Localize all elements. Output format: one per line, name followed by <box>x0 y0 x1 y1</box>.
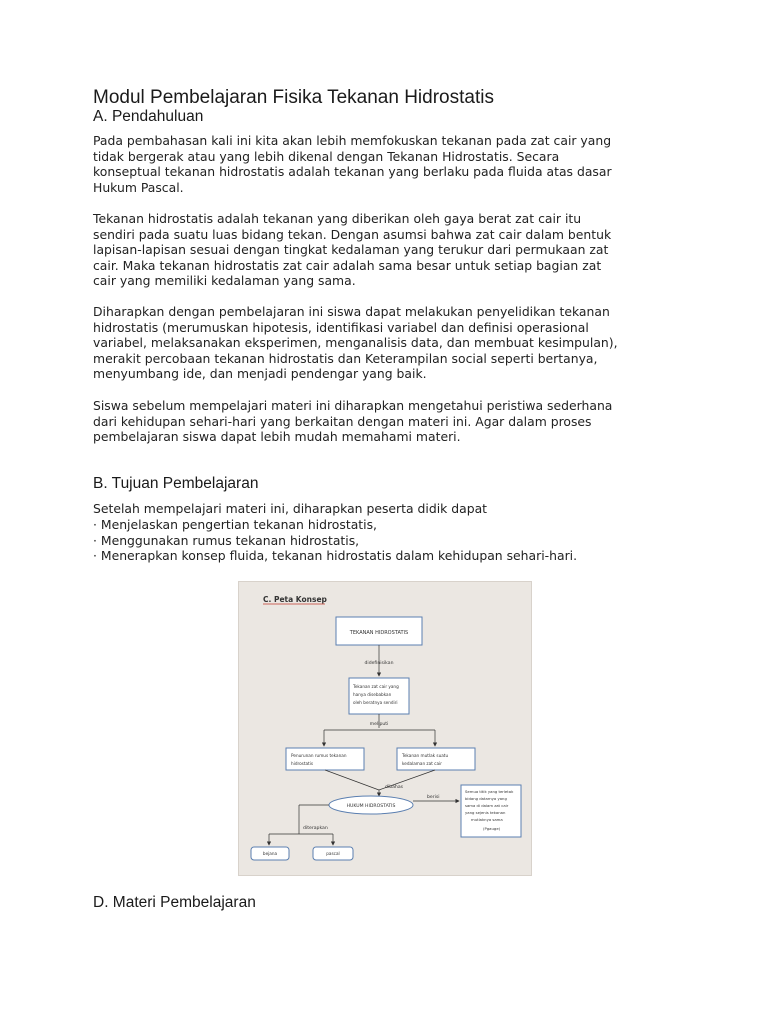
objective-item: · Menjelaskan pengertian tekanan hidrostatis, <box>93 517 377 532</box>
objective-item: · Menggunakan rumus tekanan hidrostatis, <box>93 532 360 548</box>
node-law-label: HUKUM HIDROSTATIS <box>346 804 396 809</box>
link-defined: didefinisikan <box>364 661 394 666</box>
node-left-child-box <box>286 748 364 770</box>
node-app-right-label: pascal <box>326 851 340 856</box>
node-note-line: (Pgauge) <box>483 826 501 831</box>
link-states: berisi <box>427 795 440 800</box>
objectives-intro: Setelah mempelajari materi ini, diharapkan peserta didik dapat <box>93 501 488 516</box>
section-b-heading: B. Tujuan Pembelajaran <box>93 475 259 492</box>
node-right-child-line: kedalaman zat cair <box>402 761 442 766</box>
concept-map-heading: C. Peta Konsep <box>263 595 327 604</box>
paragraph-definition: Tekanan hidrostatis adalah tekanan yang diberikan oleh gaya berat zat cair itu sendiri pada suatu luas bidang tekan. Dengan asumsi bahwa zat cair dalam bentuk lapisan-lapisan sesuai dengan tingkat kedalaman yang terukur dari permukaan zat cair. Maka tekanan hidrostatis zat cair adalah sama besar untuk setiap bagian zat cair yang memiliki kedalaman yang sama. <box>93 211 612 289</box>
concept-map-diagram <box>239 582 531 875</box>
node-left-child-line: hidrostatis <box>291 761 314 766</box>
node-left-child-line: Penurunan rumus tekanan <box>291 753 347 758</box>
section-d-heading: D. Materi Pembelajaran <box>93 894 256 911</box>
objective-item: · Menerapkan konsep fluida, tekanan hidrostatis dalam kehidupan sehari-hari. <box>93 548 578 564</box>
node-right-child-box <box>397 748 475 770</box>
node-note-line: mutlaknya sama <box>471 817 503 822</box>
node-definition-line: oleh beratnya sendiri <box>353 700 398 705</box>
node-app-left-label: bejana <box>262 851 278 856</box>
link-includes: meliputi <box>369 722 389 727</box>
document-title: Modul Pembelajaran Fisika Tekanan Hidrostatis <box>93 87 494 108</box>
node-note-line: Semua titik yang terletak <box>465 789 514 794</box>
node-root-label: TEKANAN HIDROSTATIS <box>349 630 409 636</box>
node-note-line: yang sejenis tekanan <box>465 810 506 815</box>
concept-map-figure <box>238 581 532 876</box>
node-right-child-line: Tekanan mutlak suatu <box>402 753 449 758</box>
node-definition-line: Tekanan zat cair yang <box>353 684 399 689</box>
section-a-heading: A. Pendahuluan <box>93 108 204 125</box>
link-derived: dibahas <box>385 785 404 790</box>
link-applied: diterapkan <box>303 826 328 831</box>
paragraph-prerequisites: Siswa sebelum mempelajari materi ini diharapkan mengetahui peristiwa sederhana dari kehidupan sehari-hari yang berkaitan dengan materi ini. Agar dalam proses pembelajaran siswa dapat lebih mudah memahami materi. <box>93 398 613 445</box>
node-definition-line: hanya disebabkan <box>353 692 392 697</box>
paragraph-goals: Diharapkan dengan pembelajaran ini siswa dapat melakukan penyelidikan tekanan hidrostatis (merumuskan hipotesis, identifikasi variabel dan definisi operasional variabel, melaksanakan eksperimen, menganalisis data, dan membuat kesimpulan), merakit percobaan tekanan hidrostatis dan Keterampilan social seperti bertanya, menyumbang ide, dan menjadi pendengar yang baik. <box>93 304 618 382</box>
objectives-list <box>93 517 577 564</box>
node-note-line: bidang datarnya yang <box>465 796 507 801</box>
node-note-line: sama di dalam zat cair <box>465 803 509 808</box>
paragraph-intro: Pada pembahasan kali ini kita akan lebih memfokuskan tekanan pada zat cair yang tidak bergerak atau yang lebih dikenal dengan Tekanan Hidrostatis. Secara konseptual tekanan hidrostatis adalah tekanan yang berlaku pada fluida atas dasar Hukum Pascal. <box>93 133 612 195</box>
